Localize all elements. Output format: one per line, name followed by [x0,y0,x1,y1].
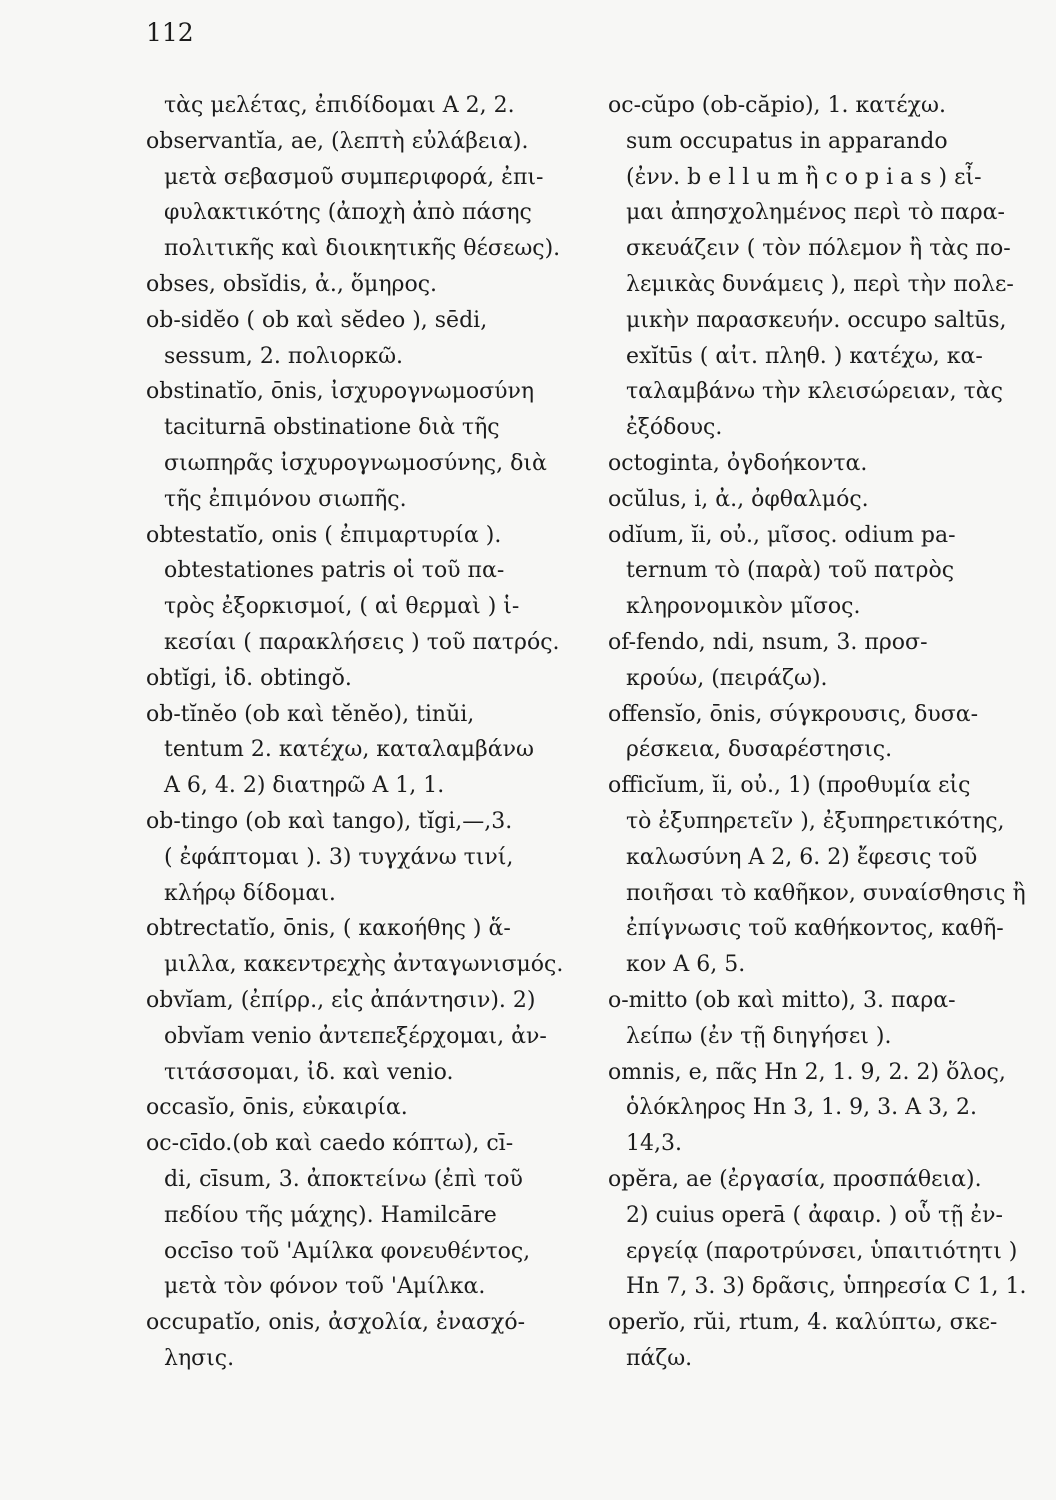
dictionary-line: κεσίαι ( παρακλήσεις ) τοῦ πατρός. [164,629,560,655]
dictionary-line: omnis, e, πᾶς Hn 2, 1. 9, 2. 2) ὅλος, [608,1059,1006,1085]
dictionary-line: ἐξόδους. [626,415,723,441]
dictionary-line: λεμικὰς δυνάμεις ), περὶ τὴν πολε- [626,271,1014,297]
dictionary-line: μιλλα, κακεντρεχὴς ἀνταγωνισμός. [164,952,564,978]
dictionary-line: opĕra, ae (ἐργασία, προσπάθεια). [608,1166,982,1192]
dictionary-line: sum occupatus in apparando [626,128,948,154]
dictionary-line: ob-sidĕo ( ob καὶ sĕdeo ), sēdi, [146,307,488,333]
dictionary-line: exĭtūs ( αἰτ. πληθ. ) κατέχω, κα- [626,343,983,369]
dictionary-line: κληρονομικὸν μῖσος. [626,594,861,620]
dictionary-line: ( ἐφάπτομαι ). 3) τυγχάνω τινί, [164,844,514,870]
dictionary-line: obtrectatĭo, ōnis, ( κακοήθης ) ἅ- [146,916,511,942]
dictionary-line: obtĭgi, ἰδ. obtingŏ. [146,665,352,691]
dictionary-line: τρὸς ἐξορκισμοί, ( αἱ θερμαὶ ) ἱ- [164,594,520,620]
dictionary-line: μετὰ τὸν φόνον τοῦ 'Αμίλκα. [164,1274,486,1300]
dictionary-line: φυλακτικότης (ἀποχὴ ἀπὸ πάσης [164,200,532,226]
dictionary-line: σιωπηρᾶς ἰσχυρογνωμοσύνης, διὰ [164,450,547,476]
dictionary-line: (ἐνν. b e l l u m ἢ c o p i a s ) εἶ- [626,164,982,190]
dictionary-line: ternum τὸ (παρὰ) τοῦ πατρὸς [626,558,955,584]
dictionary-line: observantĭa, ae, (λεπτὴ εὐλάβεια). [146,128,529,154]
dictionary-line: of-fendo, ndi, nsum, 3. προσ- [608,629,928,655]
dictionary-line: taciturnā obstinatione διὰ τῆς [164,415,500,441]
page-number: 112 [146,18,194,47]
dictionary-line: μικὴν παρασκευήν. occupo saltūs, [626,307,1007,333]
dictionary-line: ob-tingo (ob καὶ tango), tĭgi,—,3. [146,808,513,834]
dictionary-line: 2) cuius operā ( ἀφαιρ. ) οὗ τῇ ἐν- [626,1202,1003,1228]
dictionary-line: sessum, 2. πολιορκῶ. [164,343,404,369]
dictionary-line: officĭum, ĭi, οὐ., 1) (προθυμία εἰς [608,773,971,799]
dictionary-line: ob-tĭnĕo (ob καὶ tĕnĕo), tinŭi, [146,701,475,727]
dictionary-line: operĭo, rŭi, rtum, 4. καλύπτω, σκε- [608,1310,998,1336]
right-column [608,88,1048,1377]
dictionary-line: obstinatĭo, ōnis, ἰσχυρογνωμοσύνη [146,379,535,405]
dictionary-line: obvĭam venio ἀντεπεξέρχομαι, ἀν- [164,1023,547,1049]
dictionary-line: obtestationes patris οἱ τοῦ πα- [164,558,505,584]
dictionary-line: occīso τοῦ 'Αμίλκα φονευθέντος, [164,1238,531,1264]
dictionary-line: εργείᾳ (παροτρύνσει, ὑπαιτιότητι ) [626,1238,1018,1264]
dictionary-line: πολιτικῆς καὶ διοικητικῆς θέσεως). [164,236,561,262]
dictionary-line: ὁλόκληρος Hn 3, 1. 9, 3. Α 3, 2. [626,1095,977,1121]
dictionary-line: octoginta, ὀγδοήκοντα. [608,450,868,476]
dictionary-line: τὸ ἐξυπηρετεῖν ), ἐξυπηρετικότης, [626,808,1005,834]
dictionary-line: κλήρῳ δίδομαι. [164,880,336,906]
dictionary-line: τῆς ἐπιμόνου σιωπῆς. [164,486,407,512]
dictionary-line: obses, obsĭdis, ἀ., ὅμηρος. [146,271,438,297]
dictionary-line: κον Α 6, 5. [626,952,746,978]
dictionary-line: ρέσκεια, δυσαρέστησις. [626,737,893,763]
dictionary-line: μαι ἀπησχολημένος περὶ τὸ παρα- [626,200,1005,226]
dictionary-line: σκευάζειν ( τὸν πόλεμον ἢ τὰς πο- [626,236,1011,262]
dictionary-line: occasĭo, ōnis, εὐκαιρία. [146,1095,408,1121]
dictionary-line: ocŭlus, i, ἀ., ὀφθαλμός. [608,486,869,512]
dictionary-line: καλωσύνη Α 2, 6. 2) ἔφεσις τοῦ [626,844,978,870]
dictionary-line: 14,3. [626,1131,682,1157]
dictionary-line: oc-cŭpo (ob-căpio), 1. κατέχω. [608,93,946,118]
dictionary-line: κρούω, (πειράζω). [626,665,828,691]
dictionary-line: obtestatĭo, onis ( ἐπιμαρτυρία ). [146,522,502,548]
dictionary-line: πεδίου τῆς μάχης). Hamilcāre [164,1202,497,1228]
dictionary-line: tentum 2. κατέχω, καταλαμβάνω [164,737,534,763]
dictionary-line: o-mitto (ob καὶ mitto), 3. παρα- [608,987,956,1013]
dictionary-line: Α 6, 4. 2) διατηρῶ Α 1, 1. [164,773,445,799]
dictionary-line: πάζω. [626,1345,693,1371]
left-column [146,88,586,1377]
dictionary-line: offensĭo, ōnis, σύγκρουσις, δυσα- [608,701,979,727]
dictionary-line: τιτάσσομαι, ἰδ. καὶ venio. [164,1059,454,1085]
dictionary-line: obvĭam, (ἐπίρρ., εἰς ἀπάντησιν). 2) [146,987,536,1013]
dictionary-line: τὰς μελέτας, ἐπιδίδομαι Α 2, 2. [164,93,515,118]
dictionary-line: ταλαμβάνω τὴν κλεισώρειαν, τὰς [626,379,1003,405]
dictionary-line: di, cīsum, 3. ἀποκτείνω (ἐπὶ τοῦ [164,1166,523,1192]
dictionary-line: λησις. [164,1345,235,1371]
dictionary-line: ἐπίγνωσις τοῦ καθήκοντος, καθῆ- [626,916,1004,942]
dictionary-line: ποιῆσαι τὸ καθῆκον, συναίσθησις ἢ [626,880,1026,906]
dictionary-line: oc-cīdo.(ob καὶ caedo κόπτω), cī- [146,1131,514,1157]
dictionary-line: odĭum, ĭi, οὐ., μῖσος. odium pa- [608,522,956,548]
dictionary-line: μετὰ σεβασμοῦ συμπεριφορά, ἐπι- [164,164,544,190]
dictionary-line: occupatĭo, onis, ἀσχολία, ἐνασχό- [146,1310,526,1336]
dictionary-line: λείπω (ἐν τῇ διηγήσει ). [626,1023,892,1049]
dictionary-line: Hn 7, 3. 3) δρᾶσις, ὑπηρεσία C 1, 1. [626,1274,1027,1300]
